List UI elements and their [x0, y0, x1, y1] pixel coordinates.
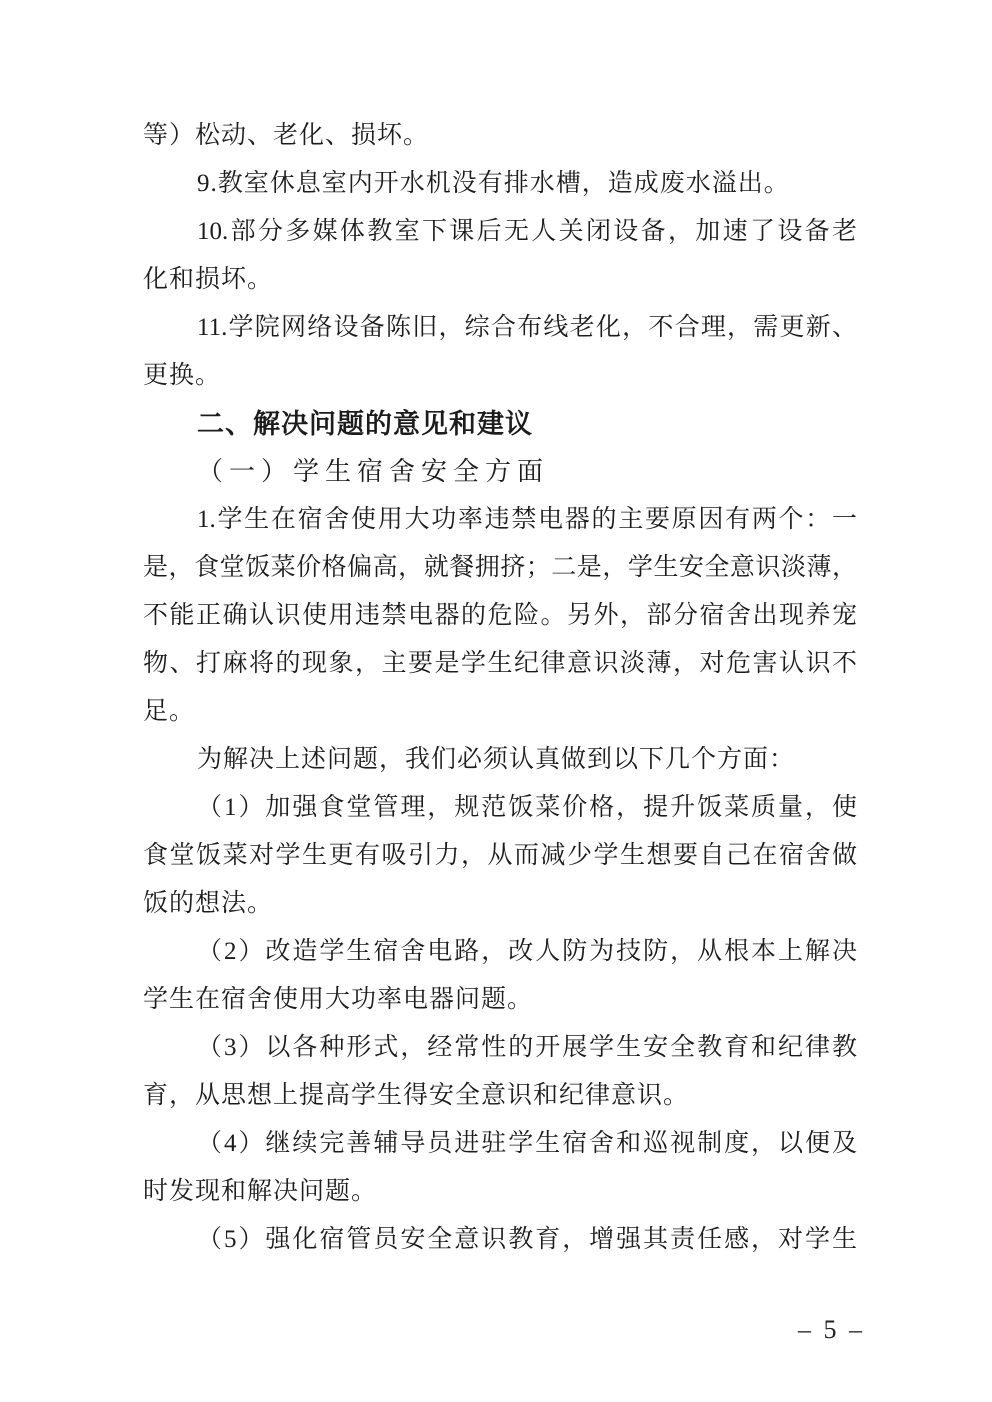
document-line: 足。	[143, 698, 196, 725]
document-line: 食堂饭菜对学生更有吸引力，从而减少学生想要自己在宿舍做	[143, 842, 857, 869]
document-line: 为解决上述问题，我们必须认真做到以下几个方面：	[197, 746, 796, 773]
document-line: （1）加强食堂管理，规范饭菜价格，提升饭菜质量，使	[197, 794, 857, 821]
document-line: 11.学院网络设备陈旧，综合布线老化，不合理，需更新、	[197, 314, 857, 341]
document-line: 等）松动、老化、损坏。	[143, 122, 430, 149]
document-line: 更换。	[143, 362, 222, 389]
document-line: （3）以各种形式，经常性的开展学生安全教育和纪律教	[197, 1034, 857, 1061]
document-line: 是，食堂饭菜价格偏高，就餐拥挤；二是，学生安全意识淡薄，	[143, 554, 857, 581]
document-line: （一）学生宿舍安全方面	[197, 457, 550, 486]
document-line: 物、打麻将的现象，主要是学生纪律意识淡薄，对危害认识不	[143, 650, 857, 677]
document-line: （4）继续完善辅导员进驻学生宿舍和巡视制度，以便及	[197, 1130, 857, 1157]
document-line: 不能正确认识使用违禁电器的危险。另外，部分宿舍出现养宠	[143, 602, 857, 629]
document-line: 学生在宿舍使用大功率电器问题。	[143, 986, 534, 1013]
document-line: 时发现和解决问题。	[143, 1178, 378, 1205]
document-line: 饭的想法。	[143, 890, 274, 917]
document-line: 9.教室休息室内开水机没有排水槽，造成废水溢出。	[197, 170, 790, 197]
document-body	[143, 112, 857, 1264]
page-number: – 5 –	[798, 1315, 865, 1344]
document-line: 1.学生在宿舍使用大功率违禁电器的主要原因有两个：一	[197, 506, 857, 533]
document-line: （2）改造学生宿舍电路，改人防为技防，从根本上解决	[197, 938, 857, 965]
document-line: （5）强化宿管员安全意识教育，增强其责任感，对学生	[197, 1226, 857, 1253]
document-line: 育，从思想上提高学生得安全意识和纪律意识。	[143, 1082, 690, 1109]
document-line: 10.部分多媒体教室下课后无人关闭设备，加速了设备老	[197, 218, 857, 245]
document-line: 二、解决问题的意见和建议	[197, 409, 533, 439]
document-line: 化和损坏。	[143, 266, 274, 293]
